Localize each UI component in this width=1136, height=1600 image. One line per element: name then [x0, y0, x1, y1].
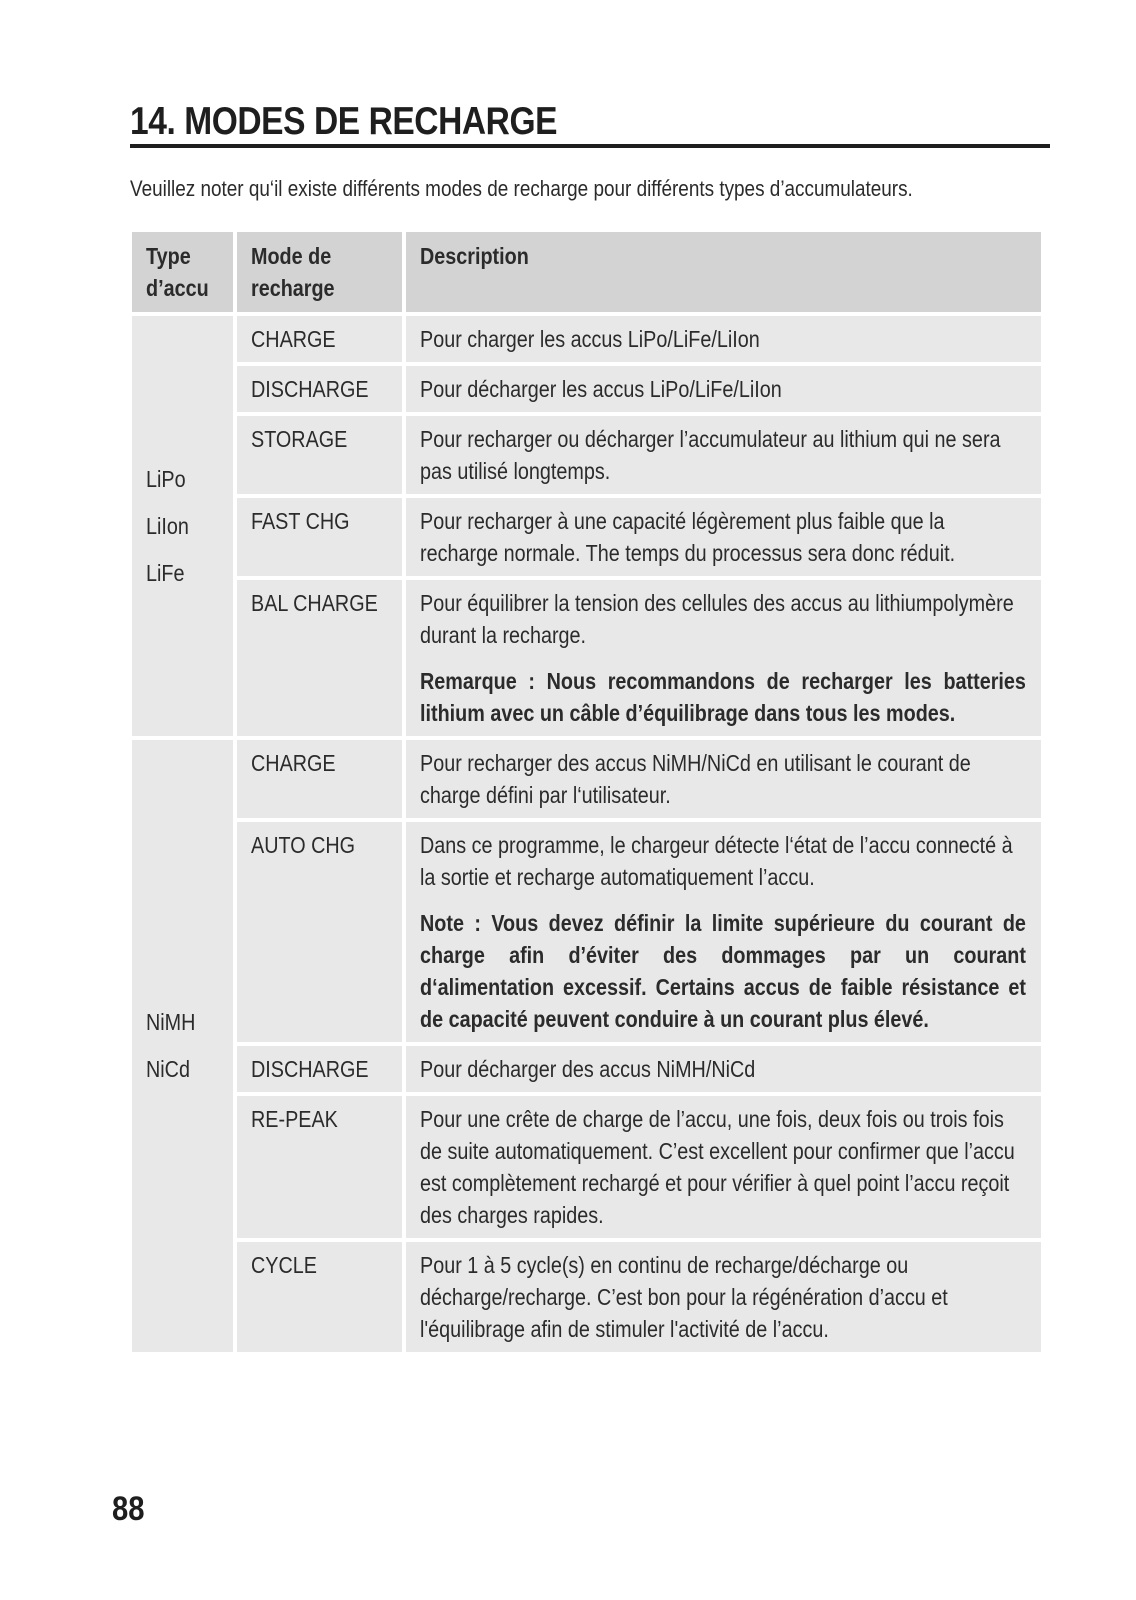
mode-cell: CYCLE: [237, 1242, 402, 1352]
description-cell: Pour équilibrer la tension des cellules des accus au lithiumpolymère durant la recharge. Remarque : Nous recommandons de recharger les batteries lithium avec un câble d’équilibrage dans tous les modes.: [406, 580, 1041, 736]
mode-cell: AUTO CHG: [237, 822, 402, 1042]
battery-type: LiPo: [146, 465, 186, 492]
description-cell: Pour recharger ou décharger l’accumulateur au lithium qui ne sera pas utilisé longtemps.: [406, 416, 1041, 494]
page-content: [130, 100, 1050, 204]
table-header-row: [132, 232, 1041, 312]
intro-paragraph: Veuillez noter qu‘il existe différents modes de recharge pour différents types d’accumulateurs.: [130, 176, 913, 201]
table-row: [132, 1242, 1041, 1352]
remark-note: Remarque : Nous recommandons de recharger les batteries lithium avec un câble d’équilibrage dans tous les modes.: [419, 668, 1026, 726]
mode-cell: FAST CHG: [237, 498, 402, 576]
battery-type: NiMH: [146, 1009, 196, 1035]
table-row: [132, 1096, 1041, 1238]
table-row: [132, 366, 1041, 412]
header-description: Description: [406, 232, 1041, 312]
table-row: [132, 1046, 1041, 1092]
table-row: [132, 316, 1041, 362]
mode-cell: DISCHARGE: [237, 366, 402, 412]
description-cell: Dans ce programme, le chargeur détecte l‘état de l’accu connecté à la sortie et recharge automatiquement l’accu. Note : Vous devez définir la limite supérieure du courant de charge afin d’éviter des dommages par un courant d‘alimentation excessif. Certains accus de faible résistance et de capacité peuvent conduire à un courant plus élevé.: [406, 822, 1041, 1042]
table-row: [132, 580, 1041, 736]
nickel-type-cell: [132, 740, 233, 1352]
lithium-type-cell: [132, 316, 233, 736]
description-cell: Pour décharger des accus NiMH/NiCd: [406, 1046, 1041, 1092]
description-cell: Pour une crête de charge de l’accu, une fois, deux fois ou trois fois de suite automatiquement. C’est excellent pour confirmer que l’accu est complètement rechargé et pour vérifier à quel point l’accu reçoit des charges rapides.: [406, 1096, 1041, 1238]
warning-note: Note : Vous devez définir la limite supérieure du courant de charge afin d’éviter des dommages par un courant d‘alimentation excessif. Certains accus de faible résistance et de capacité peuvent conduire à un courant plus élevé.: [419, 910, 1026, 1032]
charge-modes-table: [128, 228, 1045, 1356]
page-number: 88: [112, 1490, 145, 1528]
header-type: Type d’accu: [132, 232, 233, 312]
title-underline: [130, 144, 1050, 148]
table-row: [132, 416, 1041, 494]
mode-cell: BAL CHARGE: [237, 580, 402, 736]
table-row: [132, 822, 1041, 1042]
table-row: [132, 498, 1041, 576]
description-cell: Pour 1 à 5 cycle(s) en continu de recharge/décharge ou décharge/recharge. C’est bon pour la régénération d’accu et l'équilibrage afin de stimuler l'activité de l’accu.: [406, 1242, 1041, 1352]
mode-cell: STORAGE: [237, 416, 402, 494]
battery-type: LiIon: [146, 512, 189, 539]
header-mode: Mode de recharge: [237, 232, 402, 312]
description-cell: Pour recharger à une capacité légèrement plus faible que la recharge normale. The temps du processus sera donc réduit.: [406, 498, 1041, 576]
description-cell: Pour recharger des accus NiMH/NiCd en utilisant le courant de charge défini par l‘utilisateur.: [406, 740, 1041, 818]
battery-type: LiFe: [146, 559, 185, 586]
mode-cell: CHARGE: [237, 316, 402, 362]
battery-type: NiCd: [146, 1056, 190, 1082]
table-row: [132, 740, 1041, 818]
mode-cell: CHARGE: [237, 740, 402, 818]
description-cell: Pour charger les accus LiPo/LiFe/LiIon: [406, 316, 1041, 362]
mode-cell: DISCHARGE: [237, 1046, 402, 1092]
description-cell: Pour décharger les accus LiPo/LiFe/LiIon: [406, 366, 1041, 412]
section-title: 14. MODES DE RECHARGE: [130, 100, 558, 143]
mode-cell: RE-PEAK: [237, 1096, 402, 1238]
